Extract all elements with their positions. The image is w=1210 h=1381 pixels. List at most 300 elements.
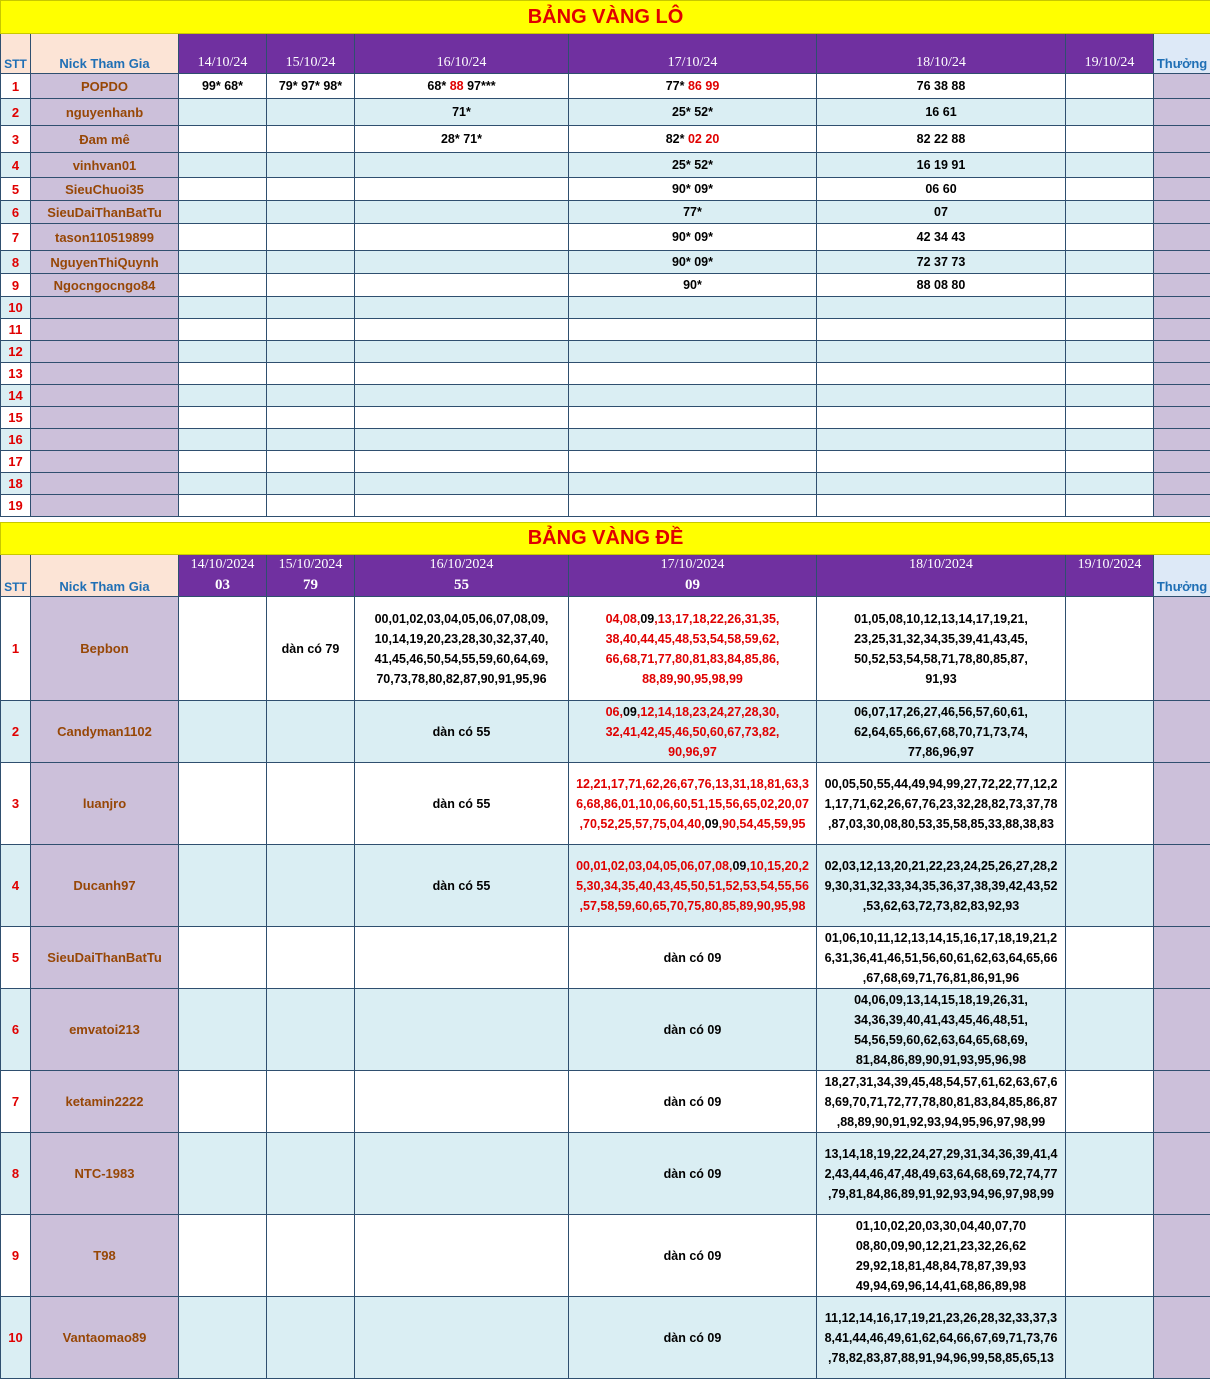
- pick-19-10: [1066, 297, 1154, 319]
- pick-18-10: 02,03,12,13,20,21,22,23,24,25,26,27,28,2 9,30,31,32,33,34,35,36,37,38,39,42,43,52 ,53,62,63,72,73,82,83,92,93: [817, 845, 1066, 927]
- player-nick: SieuChuoi35: [31, 178, 179, 201]
- pick-18-10: [817, 341, 1066, 363]
- reward-cell: [1154, 845, 1210, 927]
- pick-17-10: [569, 701, 817, 763]
- pick-17-10: [569, 597, 817, 701]
- row-number: 15: [1, 407, 31, 429]
- pick-14-10: [179, 597, 267, 701]
- pick-15-10: [267, 201, 355, 224]
- de-header-date: 17/10/2024: [569, 555, 817, 575]
- lo-header-date: 15/10/24: [267, 34, 355, 74]
- pick-19-10: [1066, 201, 1154, 224]
- pick-15-10: [267, 274, 355, 297]
- pick-19-10: [1066, 1215, 1154, 1297]
- pick-19-10: [1066, 274, 1154, 297]
- reward-cell: [1154, 927, 1210, 989]
- pick-15-10: dàn có 79: [267, 597, 355, 701]
- pick-17-10: dàn có 09: [569, 1071, 817, 1133]
- lo-row: [1, 341, 1210, 363]
- pick-18-10: 01,06,10,11,12,13,14,15,16,17,18,19,21,2 6,31,36,41,46,51,56,60,61,62,63,64,65,66 ,67,68,69,71,76,81,86,91,96: [817, 927, 1066, 989]
- pick-14-10: [179, 845, 267, 927]
- pick-15-10: 79* 97* 98*: [267, 74, 355, 99]
- reward-cell: [1154, 989, 1210, 1071]
- pick-part: 88: [449, 79, 464, 93]
- pick-14-10: [179, 297, 267, 319]
- player-nick: [31, 495, 179, 517]
- pick-16-10: [355, 407, 569, 429]
- lo-header-date: 17/10/24: [569, 34, 817, 74]
- reward-cell: [1154, 178, 1210, 201]
- reward-cell: [1154, 319, 1210, 341]
- player-nick: Candyman1102: [31, 701, 179, 763]
- row-number: 2: [1, 701, 31, 763]
- pick-15-10: [267, 363, 355, 385]
- pick-18-10: [817, 385, 1066, 407]
- pick-14-10: [179, 473, 267, 495]
- pick-19-10: [1066, 341, 1154, 363]
- pick-19-10: [1066, 363, 1154, 385]
- pick-14-10: [179, 451, 267, 473]
- de-row: [1, 701, 1210, 763]
- player-nick: POPDO: [31, 74, 179, 99]
- player-nick: vinhvan01: [31, 153, 179, 178]
- pick-15-10: [267, 99, 355, 126]
- reward-cell: [1154, 407, 1210, 429]
- reward-cell: [1154, 451, 1210, 473]
- pick-17-10: [569, 451, 817, 473]
- pick-16-10: [355, 251, 569, 274]
- lo-row: [1, 178, 1210, 201]
- pick-19-10: [1066, 1297, 1154, 1379]
- pick-19-10: [1066, 763, 1154, 845]
- pick-15-10: [267, 178, 355, 201]
- pick-14-10: [179, 224, 267, 251]
- lo-table: [0, 0, 1210, 517]
- pick-18-10: 01,05,08,10,12,13,14,17,19,21, 23,25,31,32,34,35,39,41,43,45, 50,52,53,54,58,71,78,80,85,87, 91,93: [817, 597, 1066, 701]
- pick-16-10: [355, 224, 569, 251]
- lo-header-date: 18/10/24: [817, 34, 1066, 74]
- pick-16-10: [355, 429, 569, 451]
- reward-cell: [1154, 99, 1210, 126]
- de-result: 09: [569, 575, 817, 597]
- pick-17-10: 90* 09*: [569, 224, 817, 251]
- reward-cell: [1154, 341, 1210, 363]
- reward-cell: [1154, 201, 1210, 224]
- pick-18-10: 00,05,50,55,44,49,94,99,27,72,22,77,12,2 1,17,71,62,26,67,76,23,32,28,82,73,37,78 ,87,03,30,08,80,53,35,58,85,33,88,38,83: [817, 763, 1066, 845]
- lo-row: [1, 274, 1210, 297]
- pick-15-10: [267, 451, 355, 473]
- pick-part: 12,21,17,71,62,26,67,76,13,31,18,81,63,3 6,68,86,01,10,06,60,51,15,56,65,02,20,07 ,70,52,25,57,75,04,40,: [576, 776, 809, 831]
- player-nick: nguyenhanb: [31, 99, 179, 126]
- de-header-date: 18/10/2024: [817, 555, 1066, 575]
- player-nick: NguyenThiQuynh: [31, 251, 179, 274]
- lo-header-date: 19/10/24: [1066, 34, 1154, 74]
- pick-16-10: [355, 451, 569, 473]
- lo-row: [1, 451, 1210, 473]
- pick-17-10: [569, 473, 817, 495]
- pick-16-10: [355, 274, 569, 297]
- player-nick: luanjro: [31, 763, 179, 845]
- pick-19-10: [1066, 224, 1154, 251]
- pick-14-10: [179, 178, 267, 201]
- pick-16-10: 71*: [355, 99, 569, 126]
- lo-row: [1, 74, 1210, 99]
- pick-15-10: [267, 473, 355, 495]
- pick-19-10: [1066, 1071, 1154, 1133]
- pick-16-10: [355, 153, 569, 178]
- reward-cell: [1154, 126, 1210, 153]
- pick-part: 02 20: [687, 132, 720, 146]
- lo-row: [1, 407, 1210, 429]
- lo-row: [1, 473, 1210, 495]
- de-row: [1, 1071, 1210, 1133]
- de-table: [0, 522, 1210, 1379]
- pick-15-10: [267, 153, 355, 178]
- de-row: [1, 597, 1210, 701]
- pick-19-10: [1066, 319, 1154, 341]
- row-number: 17: [1, 451, 31, 473]
- row-number: 7: [1, 224, 31, 251]
- player-nick: [31, 407, 179, 429]
- pick-18-10: [817, 473, 1066, 495]
- pick-14-10: [179, 99, 267, 126]
- lo-header-date: 16/10/24: [355, 34, 569, 74]
- pick-18-10: [817, 429, 1066, 451]
- pick-17-10: 77*: [569, 201, 817, 224]
- pick-16-10: [355, 1133, 569, 1215]
- player-nick: [31, 319, 179, 341]
- pick-15-10: [267, 341, 355, 363]
- pick-14-10: [179, 363, 267, 385]
- pick-14-10: [179, 927, 267, 989]
- lo-header-date: 14/10/24: [179, 34, 267, 74]
- pick-14-10: [179, 1297, 267, 1379]
- pick-15-10: [267, 429, 355, 451]
- pick-16-10: [355, 495, 569, 517]
- player-nick: NTC-1983: [31, 1133, 179, 1215]
- pick-14-10: 99* 68*: [179, 74, 267, 99]
- player-nick: ketamin2222: [31, 1071, 179, 1133]
- pick-18-10: 82 22 88: [817, 126, 1066, 153]
- reward-cell: [1154, 473, 1210, 495]
- row-number: 14: [1, 385, 31, 407]
- reward-cell: [1154, 1297, 1210, 1379]
- row-number: 3: [1, 126, 31, 153]
- pick-19-10: [1066, 495, 1154, 517]
- pick-15-10: [267, 407, 355, 429]
- row-number: 5: [1, 178, 31, 201]
- pick-part: 04,08,: [605, 611, 641, 626]
- de-header-date: 14/10/2024: [179, 555, 267, 575]
- reward-cell: [1154, 385, 1210, 407]
- row-number: 7: [1, 1071, 31, 1133]
- pick-16-10: [355, 1297, 569, 1379]
- pick-18-10: 07: [817, 201, 1066, 224]
- pick-part: 68*: [427, 79, 447, 93]
- pick-part-hit: 09: [704, 816, 719, 831]
- pick-18-10: 88 08 80: [817, 274, 1066, 297]
- lo-row: [1, 251, 1210, 274]
- row-number: 1: [1, 597, 31, 701]
- pick-14-10: [179, 274, 267, 297]
- row-number: 1: [1, 74, 31, 99]
- pick-part: ,13,17,18,22,26,31,35, 38,40,44,45,48,53,54,58,59,62, 66,68,71,77,80,81,83,84,85,86, 88,89,90,95,98,99: [605, 611, 780, 686]
- player-nick: [31, 297, 179, 319]
- pick-17-10: dàn có 09: [569, 1215, 817, 1297]
- pick-19-10: [1066, 74, 1154, 99]
- pick-15-10: [267, 495, 355, 517]
- reward-cell: [1154, 274, 1210, 297]
- pick-16-10: dàn có 55: [355, 763, 569, 845]
- reward-cell: [1154, 429, 1210, 451]
- lo-row: [1, 319, 1210, 341]
- player-nick: T98: [31, 1215, 179, 1297]
- pick-part: ,12,14,18,23,24,27,28,30, 32,41,42,45,46,50,60,67,73,82, 90,96,97: [605, 704, 780, 759]
- pick-16-10: [355, 927, 569, 989]
- player-nick: Bepbon: [31, 597, 179, 701]
- row-number: 16: [1, 429, 31, 451]
- de-header-date: 16/10/2024: [355, 555, 569, 575]
- pick-17-10: 90*: [569, 274, 817, 297]
- pick-18-10: 76 38 88: [817, 74, 1066, 99]
- pick-17-10: [569, 341, 817, 363]
- pick-16-10: dàn có 55: [355, 845, 569, 927]
- lo-row: [1, 297, 1210, 319]
- pick-15-10: [267, 126, 355, 153]
- pick-17-10: dàn có 09: [569, 989, 817, 1071]
- pick-15-10: [267, 927, 355, 989]
- pick-19-10: [1066, 99, 1154, 126]
- row-number: 3: [1, 763, 31, 845]
- pick-part: ,90,54,45,59,95: [718, 816, 806, 831]
- pick-17-10: 90* 09*: [569, 178, 817, 201]
- pick-19-10: [1066, 429, 1154, 451]
- row-number: 8: [1, 1133, 31, 1215]
- pick-17-10: dàn có 09: [569, 1297, 817, 1379]
- pick-14-10: [179, 1071, 267, 1133]
- row-number: 10: [1, 1297, 31, 1379]
- pick-19-10: [1066, 989, 1154, 1071]
- player-nick: SieuDaiThanBatTu: [31, 927, 179, 989]
- row-number: 19: [1, 495, 31, 517]
- pick-17-10: [569, 385, 817, 407]
- pick-19-10: [1066, 153, 1154, 178]
- pick-17-10: [569, 74, 817, 99]
- pick-18-10: 16 61: [817, 99, 1066, 126]
- pick-15-10: [267, 1071, 355, 1133]
- lo-row: [1, 363, 1210, 385]
- pick-19-10: [1066, 251, 1154, 274]
- pick-15-10: [267, 297, 355, 319]
- row-number: 9: [1, 1215, 31, 1297]
- pick-16-10: dàn có 55: [355, 701, 569, 763]
- pick-part: 97***: [467, 79, 496, 93]
- pick-18-10: 04,06,09,13,14,15,18,19,26,31, 34,36,39,40,41,43,45,46,48,51, 54,56,59,60,62,63,64,65,68,69, 81,84,86,89,90,91,93,95,96,98: [817, 989, 1066, 1071]
- pick-part-hit: 09: [640, 611, 655, 626]
- row-number: 10: [1, 297, 31, 319]
- player-nick: tason110519899: [31, 224, 179, 251]
- pick-18-10: 42 34 43: [817, 224, 1066, 251]
- pick-17-10: [569, 363, 817, 385]
- pick-17-10: [569, 407, 817, 429]
- reward-cell: [1154, 1215, 1210, 1297]
- de-result: 03: [179, 575, 267, 597]
- pick-14-10: [179, 407, 267, 429]
- de-header-date: 19/10/2024: [1066, 555, 1154, 575]
- pick-17-10: [569, 429, 817, 451]
- row-number: 13: [1, 363, 31, 385]
- reward-cell: [1154, 224, 1210, 251]
- pick-part-hit: 09: [622, 704, 637, 719]
- row-number: 6: [1, 201, 31, 224]
- pick-16-10: 00,01,02,03,04,05,06,07,08,09, 10,14,19,20,23,28,30,32,37,40, 41,45,46,50,54,55,59,60,64,69, 70,73,78,80,82,87,90,91,95,96: [355, 597, 569, 701]
- pick-19-10: [1066, 451, 1154, 473]
- pick-15-10: [267, 385, 355, 407]
- pick-16-10: [355, 1071, 569, 1133]
- lo-row: [1, 153, 1210, 178]
- pick-18-10: [817, 407, 1066, 429]
- pick-19-10: [1066, 385, 1154, 407]
- pick-18-10: [817, 451, 1066, 473]
- de-row: [1, 1215, 1210, 1297]
- pick-16-10: [355, 363, 569, 385]
- reward-cell: [1154, 763, 1210, 845]
- pick-17-10: [569, 319, 817, 341]
- de-header-stt: STT: [1, 555, 31, 597]
- pick-19-10: [1066, 407, 1154, 429]
- pick-14-10: [179, 385, 267, 407]
- lo-row: [1, 201, 1210, 224]
- pick-14-10: [179, 126, 267, 153]
- pick-18-10: 06,07,17,26,27,46,56,57,60,61, 62,64,65,66,67,68,70,71,73,74, 77,86,96,97: [817, 701, 1066, 763]
- pick-17-10: [569, 763, 817, 845]
- de-result: 79: [267, 575, 355, 597]
- player-nick: Đam mê: [31, 126, 179, 153]
- row-number: 2: [1, 99, 31, 126]
- pick-18-10: 16 19 91: [817, 153, 1066, 178]
- player-nick: [31, 385, 179, 407]
- pick-14-10: [179, 763, 267, 845]
- pick-15-10: [267, 763, 355, 845]
- row-number: 6: [1, 989, 31, 1071]
- player-nick: SieuDaiThanBatTu: [31, 201, 179, 224]
- de-result: [1066, 575, 1154, 597]
- pick-18-10: 11,12,14,16,17,19,21,23,26,28,32,33,37,3 8,41,44,46,49,61,62,64,66,67,69,71,73,76 ,78,82,83,87,88,91,94,96,99,58,85,65,13: [817, 1297, 1066, 1379]
- de-row: [1, 989, 1210, 1071]
- row-number: 12: [1, 341, 31, 363]
- pick-17-10: 25* 52*: [569, 153, 817, 178]
- pick-15-10: [267, 845, 355, 927]
- pick-15-10: [267, 1297, 355, 1379]
- de-row: [1, 1133, 1210, 1215]
- pick-16-10: [355, 1215, 569, 1297]
- pick-14-10: [179, 1133, 267, 1215]
- de-result: [817, 575, 1066, 597]
- pick-17-10: 90* 09*: [569, 251, 817, 274]
- lo-row: [1, 385, 1210, 407]
- reward-cell: [1154, 1133, 1210, 1215]
- pick-16-10: [355, 319, 569, 341]
- de-header-nick: Nick Tham Gia: [31, 555, 179, 597]
- reward-cell: [1154, 1071, 1210, 1133]
- pick-18-10: [817, 319, 1066, 341]
- pick-17-10: [569, 297, 817, 319]
- de-title: BẢNG VÀNG ĐỀ: [1, 523, 1210, 555]
- lo-header-nick: Nick Tham Gia: [31, 34, 179, 74]
- de-row: [1, 1297, 1210, 1379]
- lo-row: [1, 495, 1210, 517]
- reward-cell: [1154, 153, 1210, 178]
- pick-16-10: [355, 341, 569, 363]
- pick-18-10: 18,27,31,34,39,45,48,54,57,61,62,63,67,6 8,69,70,71,72,77,78,80,81,83,84,85,86,87 ,88,89,90,91,92,93,94,95,96,97,98,99: [817, 1071, 1066, 1133]
- pick-14-10: [179, 153, 267, 178]
- pick-15-10: [267, 224, 355, 251]
- pick-part: 82*: [665, 132, 685, 146]
- player-nick: emvatoi213: [31, 989, 179, 1071]
- pick-18-10: 06 60: [817, 178, 1066, 201]
- pick-17-10: [569, 495, 817, 517]
- row-number: 18: [1, 473, 31, 495]
- de-row: [1, 927, 1210, 989]
- reward-cell: [1154, 251, 1210, 274]
- pick-14-10: [179, 319, 267, 341]
- pick-16-10: [355, 473, 569, 495]
- de-row: [1, 845, 1210, 927]
- reward-cell: [1154, 297, 1210, 319]
- pick-17-10: [569, 845, 817, 927]
- reward-cell: [1154, 597, 1210, 701]
- lo-title: BẢNG VÀNG LÔ: [1, 1, 1210, 34]
- player-nick: [31, 341, 179, 363]
- pick-14-10: [179, 1215, 267, 1297]
- lo-row: [1, 126, 1210, 153]
- lo-header-thuong: Thưởng: [1154, 34, 1210, 74]
- pick-14-10: [179, 201, 267, 224]
- lo-row: [1, 99, 1210, 126]
- player-nick: [31, 451, 179, 473]
- pick-15-10: [267, 1215, 355, 1297]
- row-number: 11: [1, 319, 31, 341]
- pick-17-10: dàn có 09: [569, 927, 817, 989]
- pick-14-10: [179, 341, 267, 363]
- pick-19-10: [1066, 845, 1154, 927]
- pick-14-10: [179, 495, 267, 517]
- row-number: 4: [1, 153, 31, 178]
- pick-15-10: [267, 1133, 355, 1215]
- player-nick: [31, 473, 179, 495]
- pick-16-10: 28* 71*: [355, 126, 569, 153]
- player-nick: [31, 429, 179, 451]
- reward-cell: [1154, 74, 1210, 99]
- pick-16-10: [355, 74, 569, 99]
- pick-18-10: 13,14,18,19,22,24,27,29,31,34,36,39,41,4 2,43,44,46,47,48,49,63,64,68,69,72,74,77 ,79,81,84,86,89,91,92,93,94,96,97,98,99: [817, 1133, 1066, 1215]
- pick-15-10: [267, 251, 355, 274]
- player-nick: Vantaomao89: [31, 1297, 179, 1379]
- de-header-thuong: Thưởng: [1154, 555, 1210, 597]
- pick-14-10: [179, 251, 267, 274]
- de-header-date: 15/10/2024: [267, 555, 355, 575]
- lo-row: [1, 429, 1210, 451]
- pick-19-10: [1066, 597, 1154, 701]
- pick-15-10: [267, 989, 355, 1071]
- reward-cell: [1154, 701, 1210, 763]
- de-result: 55: [355, 575, 569, 597]
- lo-header-stt: STT: [1, 34, 31, 74]
- row-number: 9: [1, 274, 31, 297]
- pick-17-10: [569, 126, 817, 153]
- pick-19-10: [1066, 473, 1154, 495]
- pick-16-10: [355, 385, 569, 407]
